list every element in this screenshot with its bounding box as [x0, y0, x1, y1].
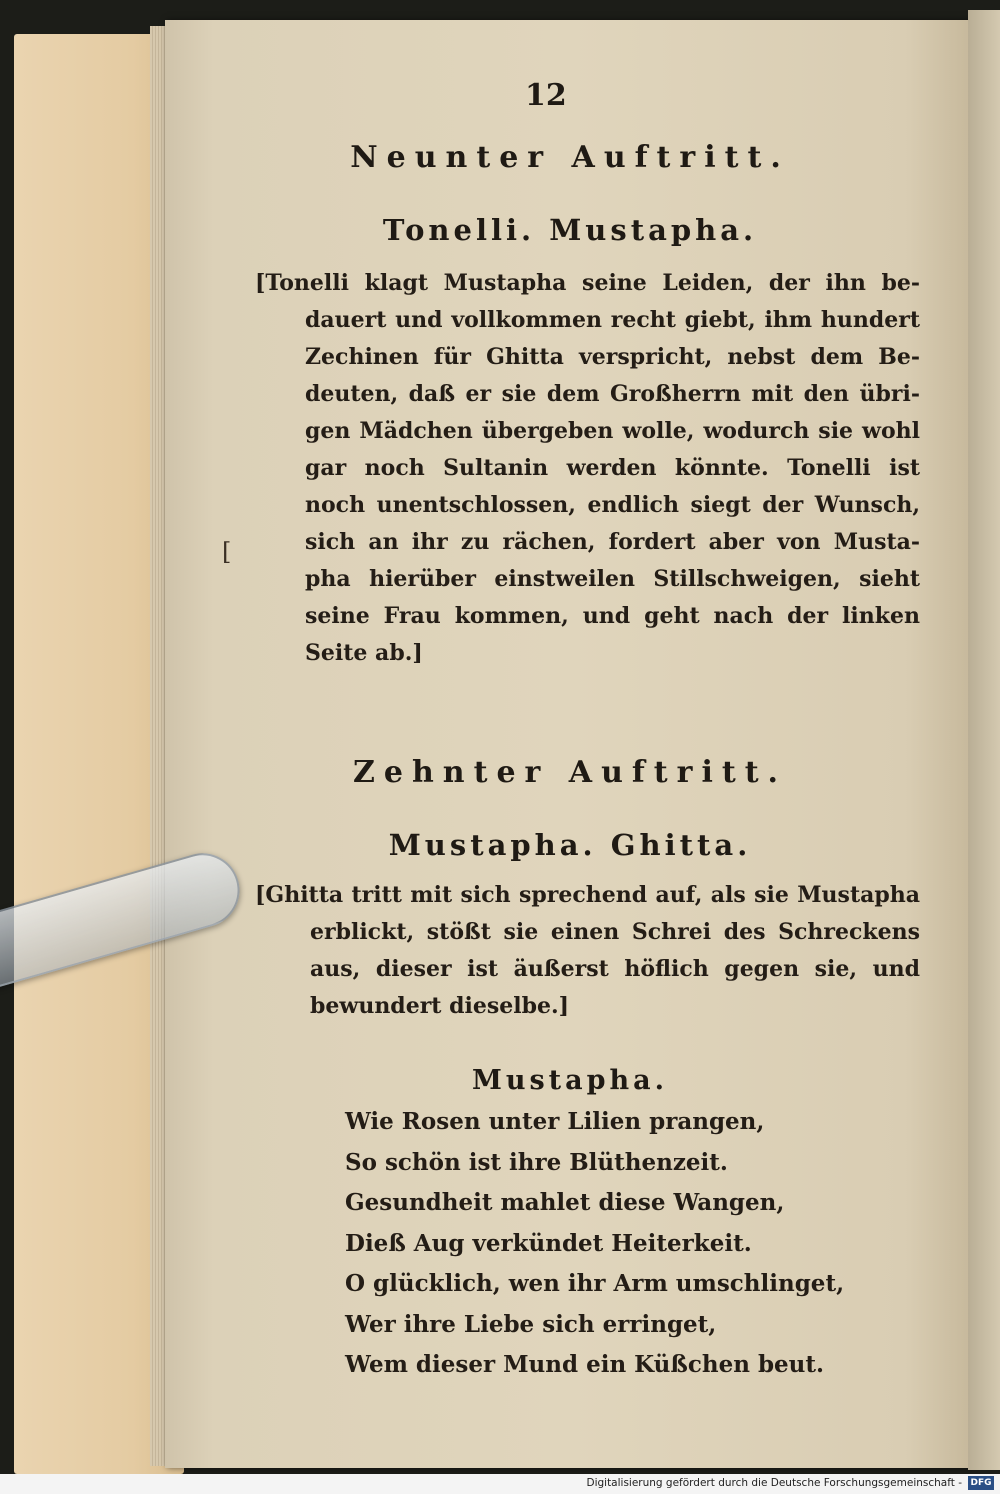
scene-10-stage-direction — [255, 877, 920, 1025]
text-line: gen Mädchen übergeben wolle, wodurch sie wohl — [305, 418, 920, 444]
text-line: [Ghitta tritt mit sich sprechend auf, als sie Mustapha — [255, 882, 920, 908]
verse-block — [345, 1102, 905, 1386]
footer-credit: Digitalisierung gefördert durch die Deutsche Forschungsgemeinschaft - — [586, 1477, 962, 1489]
text-line: Seite ab.] — [305, 640, 423, 666]
text-line: sich an ihr zu rächen, fordert aber von Musta- — [305, 529, 920, 555]
text-line: pha hierüber einstweilen Stillschweigen, sieht — [305, 566, 920, 592]
text-line: seine Frau kommen, und geht nach der linken — [305, 603, 920, 629]
verse-line: O glücklich, wen ihr Arm umschlinget, — [345, 1270, 845, 1297]
verse-line: Dieß Aug verkündet Heiterkeit. — [345, 1229, 752, 1257]
verse-line: Wer ihre Liebe sich erringet, — [345, 1310, 717, 1338]
scene-9-heading: Neunter Auftritt. — [350, 140, 790, 175]
scene-10-heading: Zehnter Auftritt. — [352, 755, 787, 790]
text-line: dauert und vollkommen recht giebt, ihm hundert — [305, 307, 920, 333]
speaker-name: Mustapha. — [471, 1065, 669, 1096]
text-line: bewundert dieselbe.] — [310, 993, 570, 1019]
facing-page-edge — [968, 10, 1000, 1470]
verse-line: Wie Rosen unter Lilien prangen, — [345, 1108, 765, 1135]
scene-9-stage-direction — [255, 265, 920, 672]
text-line: deuten, daß er sie dem Großherrn mit den übri- — [305, 381, 920, 407]
margin-bracket: [ — [222, 538, 232, 566]
verse-line: Gesundheit mahlet diese Wangen, — [345, 1189, 785, 1216]
text-line: Zechinen für Ghitta verspricht, nebst dem Be- — [305, 344, 920, 370]
footer-bar — [0, 1474, 1000, 1494]
text-line: noch unentschlossen, endlich siegt der Wunsch, — [305, 492, 920, 518]
scene-9-characters: Tonelli. Mustapha. — [382, 213, 758, 247]
scene-10-characters: Mustapha. Ghitta. — [388, 828, 752, 862]
text-line: erblickt, stößt sie einen Schrei des Schreckens — [310, 919, 920, 945]
verse-line: Wem dieser Mund ein Küßchen beut. — [345, 1351, 825, 1378]
dfg-logo-icon[interactable]: DFG — [968, 1476, 994, 1490]
text-line: [Tonelli klagt Mustapha seine Leiden, der ihn be- — [255, 270, 920, 296]
text-line: gar noch Sultanin werden könnte. Tonelli ist — [305, 455, 920, 481]
page-number: 12 — [525, 78, 567, 113]
text-line: aus, dieser ist äußerst höflich gegen sie, und — [310, 956, 920, 982]
verse-line: So schön ist ihre Blüthenzeit. — [345, 1148, 728, 1176]
